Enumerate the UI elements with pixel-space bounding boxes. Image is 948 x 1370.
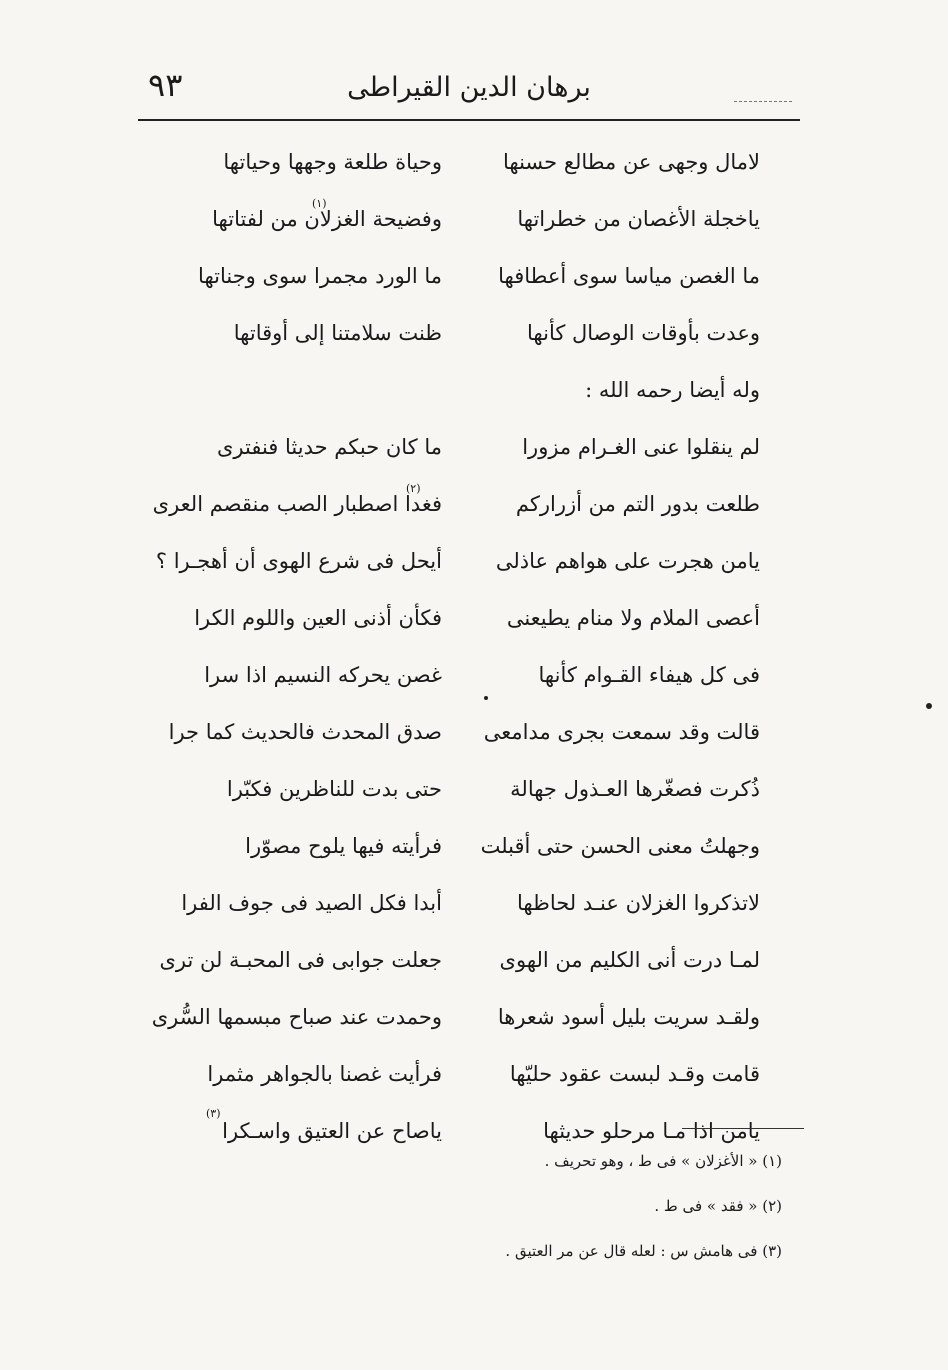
verse-row [152,482,760,549]
verse-second-hemistich: حتى بدت للناظرين فكبّرا [226,777,442,801]
running-title: برهان الدين القيراطى [347,72,591,103]
verse-row [168,720,760,777]
verse-row [180,777,760,834]
verse-first-hemistich: قالت وقد سمعت بجرى مدامعى [483,720,760,744]
verse-second-hemistich: ما الورد مجمرا سوى وجناتها [198,264,442,288]
poem-body [151,150,760,1176]
verse-second-hemistich: ياصاح عن العتيق واسـكرا [222,1119,442,1143]
poem-introduction [180,378,760,435]
verse-first-hemistich: ما الغصن مياسا سوى أعطافها [498,264,760,288]
verse-row [151,1005,760,1062]
page-header [138,62,800,114]
verse-first-hemistich: لمـا درت أنى الكليم من الهوى [499,948,760,972]
verse-row [180,1062,760,1119]
verse-second-hemistich: جعلت جوابى فى المحبـة لن ترى [159,948,442,972]
footnote-rule [682,1128,804,1129]
verse-second-hemistich: ظنت سلامتنا إلى أوقاتها [233,321,442,345]
footnote-marker: (٣) [206,1107,221,1120]
verse-second-hemistich: غصن يحركه النسيم اذا سرا [204,663,442,687]
verse-first-hemistich: لامال وجهى عن مطالع حسنها [503,150,760,174]
verse-row [159,948,760,1005]
verse-first-hemistich: أعصى الملام ولا منام يطيعنى [506,606,760,630]
verse-row [180,891,760,948]
verse-second-hemistich: فرأيته فيها يلوح مصوّرا [245,834,442,858]
verse-second-hemistich: ما كان حبكم حديثا فنفترى [216,435,442,459]
verse-row [180,435,760,492]
verse-second-hemistich: فرأيت غصنا بالجواهر مثمرا [207,1062,442,1086]
ink-speck [926,703,932,709]
verse-first-hemistich: فى كل هيفاء القـوام كأنها [538,663,760,687]
verse-row [180,150,760,207]
verse-first-hemistich: قامت وقـد لبست عقود حليّها [509,1062,760,1086]
verse-second-hemistich: فكأن أذنى العين واللوم الكرا [194,606,442,630]
footnotes [362,1152,782,1287]
verse-row [180,197,760,264]
footnote: (٣) فى هامش س : لعله قال عن مر العتيق . [505,1242,782,1260]
page-number: ٩٣ [148,66,183,104]
ink-speck [484,696,488,700]
verse-first-hemistich: طلعت بدور التم من أزراركم [515,492,760,516]
verse-second-hemistich: فغدا اصطبار الصب منقصم العرى [152,492,442,516]
verse-second-hemistich: صدق المحدث فالحديث كما جرا [168,720,442,744]
verse-first-hemistich: ذُكرت فصغّرها العـذول جهالة [510,777,760,801]
verse-first-hemistich: وجهلتُ معنى الحسن حتى أقبلت [480,834,760,858]
intro-text: وله أيضا رحمه الله : [585,378,760,402]
verse-second-hemistich: وحياة طلعة وجهها وحياتها [223,150,442,174]
verse-row [180,264,760,321]
verse-first-hemistich: لاتذكروا الغزلان عنـد لحاظها [517,891,760,915]
verse-row [180,834,760,891]
verse-first-hemistich: ولقـد سريت بليل أسود شعرها [497,1005,760,1029]
verse-first-hemistich: ياخجلة الأغصان من خطراتها [517,207,760,231]
verse-row [180,663,760,720]
footnote-marker: (٢) [406,482,421,495]
verse-row [155,549,760,606]
verse-row [180,606,760,663]
verse-first-hemistich: وعدت بأوقات الوصال كأنها [527,321,760,345]
footnote: (٢) « فقد » فى ط . [654,1197,782,1215]
footnote-marker: (١) [312,197,327,210]
verse-second-hemistich: أبدا فكل الصيد فى جوف الفرا [181,891,442,915]
header-rule [138,119,800,121]
verse-first-hemistich: يامن اذا مـا مرحلو حديثها [543,1119,760,1143]
verse-row [180,321,760,378]
verse-second-hemistich: أيحل فى شرع الهوى أن أهجـرا ؟ [155,549,442,573]
verse-first-hemistich: يامن هجرت على هواهم عاذلى [495,549,760,573]
verse-second-hemistich: وحمدت عند صباح مبسمها السُّرى [151,1005,442,1029]
verse-first-hemistich: لم ينقلوا عنى الغـرام مزورا [522,435,760,459]
verse-second-hemistich: وفضيحة الغزلان من لفتاتها [212,207,442,231]
header-ornament [734,101,792,102]
footnote: (١) « الأغزلان » فى ط ، وهو تحريف . [544,1152,782,1170]
